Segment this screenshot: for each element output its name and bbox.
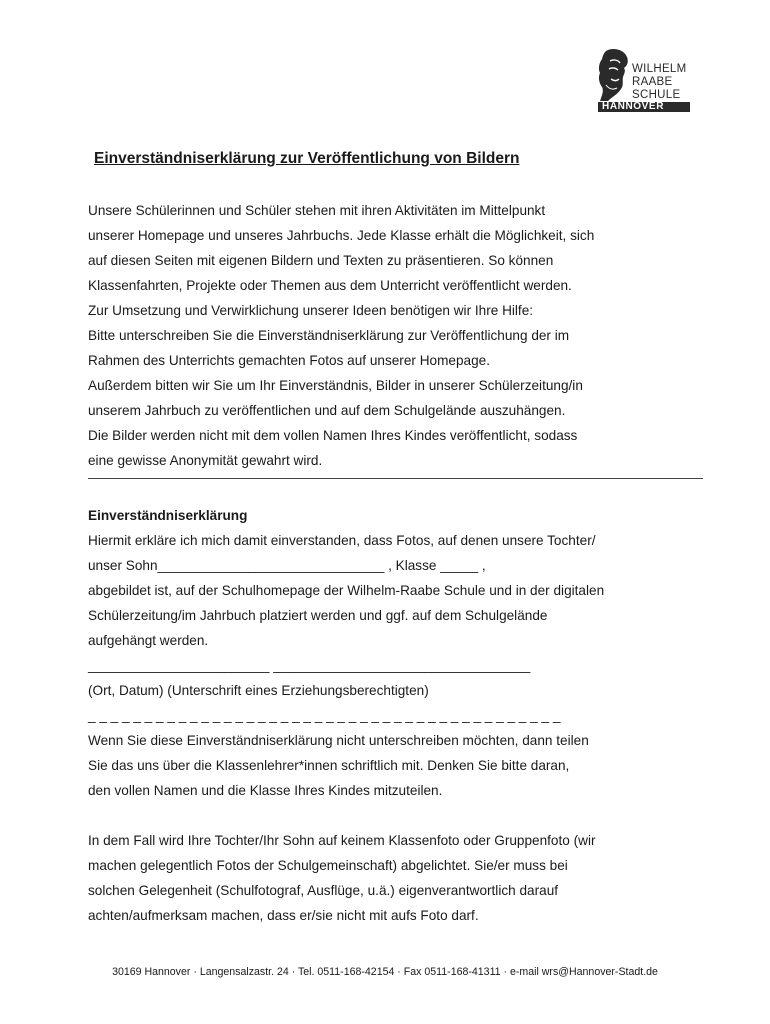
declaration-line: Hiermit erkläre ich mich damit einverstanden, dass Fotos, auf denen unsere Tochter/: [88, 533, 596, 548]
declaration-line: achten/aufmerksam machen, dass er/sie nicht mit aufs Foto darf.: [88, 908, 479, 923]
intro-line: Bitte unterschreiben Sie die Einverständniserklärung zur Veröffentlichung der im: [88, 328, 570, 343]
declaration-heading: Einverständniserklärung: [88, 508, 248, 523]
section-divider: [88, 478, 703, 479]
logo-line-wilhelm: WILHELM: [632, 63, 687, 75]
signature-field-lines[interactable]: ________________________ __________________________________: [88, 658, 531, 673]
logo-line-schule: SCHULE: [632, 89, 681, 101]
intro-line: unserem Jahrbuch zu veröffentlichen und auf dem Schulgelände auszuhängen.: [88, 403, 566, 418]
intro-line: Klassenfahrten, Projekte oder Themen aus dem Unterricht veröffentlicht werden.: [88, 278, 572, 293]
intro-line: eine gewisse Anonymität gewahrt wird.: [88, 453, 323, 468]
declaration-line: Sie das uns über die Klassenlehrer*innen schriftlich mit. Denken Sie bitte daran,: [88, 758, 570, 773]
footer-contact: 30169 Hannover · Langensalzastr. 24 · Tel. 0511-168-42154 · Fax 0511-168-41311 · e-mail wrs@Hannover-Stadt.de: [112, 966, 658, 978]
signature-caption: (Ort, Datum) (Unterschrift eines Erziehungsberechtigten): [88, 683, 429, 698]
intro-line: Außerdem bitten wir Sie um Ihr Einverständnis, Bilder in unserer Schülerzeitung/in: [88, 378, 583, 393]
declaration-line: Schülerzeitung/im Jahrbuch platziert werden und ggf. auf dem Schulgelände: [88, 608, 548, 623]
declaration-line: abgebildet ist, auf der Schulhomepage der Wilhelm-Raabe Schule und in der digitalen: [88, 583, 605, 598]
declaration-line: Wenn Sie diese Einverständniserklärung nicht unterschreiben möchten, dann teilen: [88, 733, 589, 748]
child-name-class-field[interactable]: unser Sohn______________________________ , Klasse _____ ,: [88, 558, 486, 573]
logo-city: HANNOVER: [602, 101, 665, 112]
blank-line: [88, 803, 728, 828]
intro-line: unserer Homepage und unseres Jahrbuchs. Jede Klasse erhält die Möglichkeit, sich: [88, 228, 595, 243]
declaration-line: den vollen Namen und die Klasse Ihres Kindes mitzuteilen.: [88, 783, 443, 798]
declaration-line: solchen Gelegenheit (Schulfotograf, Ausflüge, u.ä.) eigenverantwortlich darauf: [88, 883, 559, 898]
declaration-line: machen gelegentlich Fotos der Schulgemeinschaft) abgelichtet. Sie/er muss bei: [88, 858, 568, 873]
school-logo: [596, 47, 696, 111]
intro-paragraph: [88, 198, 728, 473]
intro-line: Rahmen des Unterrichts gemachten Fotos auf unserer Homepage.: [88, 353, 490, 368]
declaration-line: In dem Fall wird Ihre Tochter/Ihr Sohn auf keinem Klassenfoto oder Gruppenfoto (wir: [88, 833, 596, 848]
logo-line-raabe: RAABE: [632, 76, 673, 88]
declaration-section: [88, 503, 728, 928]
intro-line: Unsere Schülerinnen und Schüler stehen mit ihren Aktivitäten im Mittelpunkt: [88, 203, 546, 218]
logo-city-bar: [598, 102, 690, 112]
portrait-silhouette-icon: [596, 47, 632, 103]
page-title: Einverständniserklärung zur Veröffentlichung von Bildern: [94, 150, 520, 167]
intro-line: auf diesen Seiten mit eigenen Bildern und Texten zu präsentieren. So können: [88, 253, 554, 268]
intro-line: Die Bilder werden nicht mit dem vollen Namen Ihres Kindes veröffentlicht, sodass: [88, 428, 578, 443]
declaration-line: aufgehängt werden.: [88, 633, 209, 648]
cut-line: _ _ _ _ _ _ _ _ _ _ _ _ _ _ _ _ _ _ _ _ _ _ _ _ _ _ _ _ _ _ _ _ _ _ _ _ _ _ _ _ _ _: [88, 708, 561, 723]
intro-line: Zur Umsetzung und Verwirklichung unserer Ideen benötigen wir Ihre Hilfe:: [88, 303, 534, 318]
